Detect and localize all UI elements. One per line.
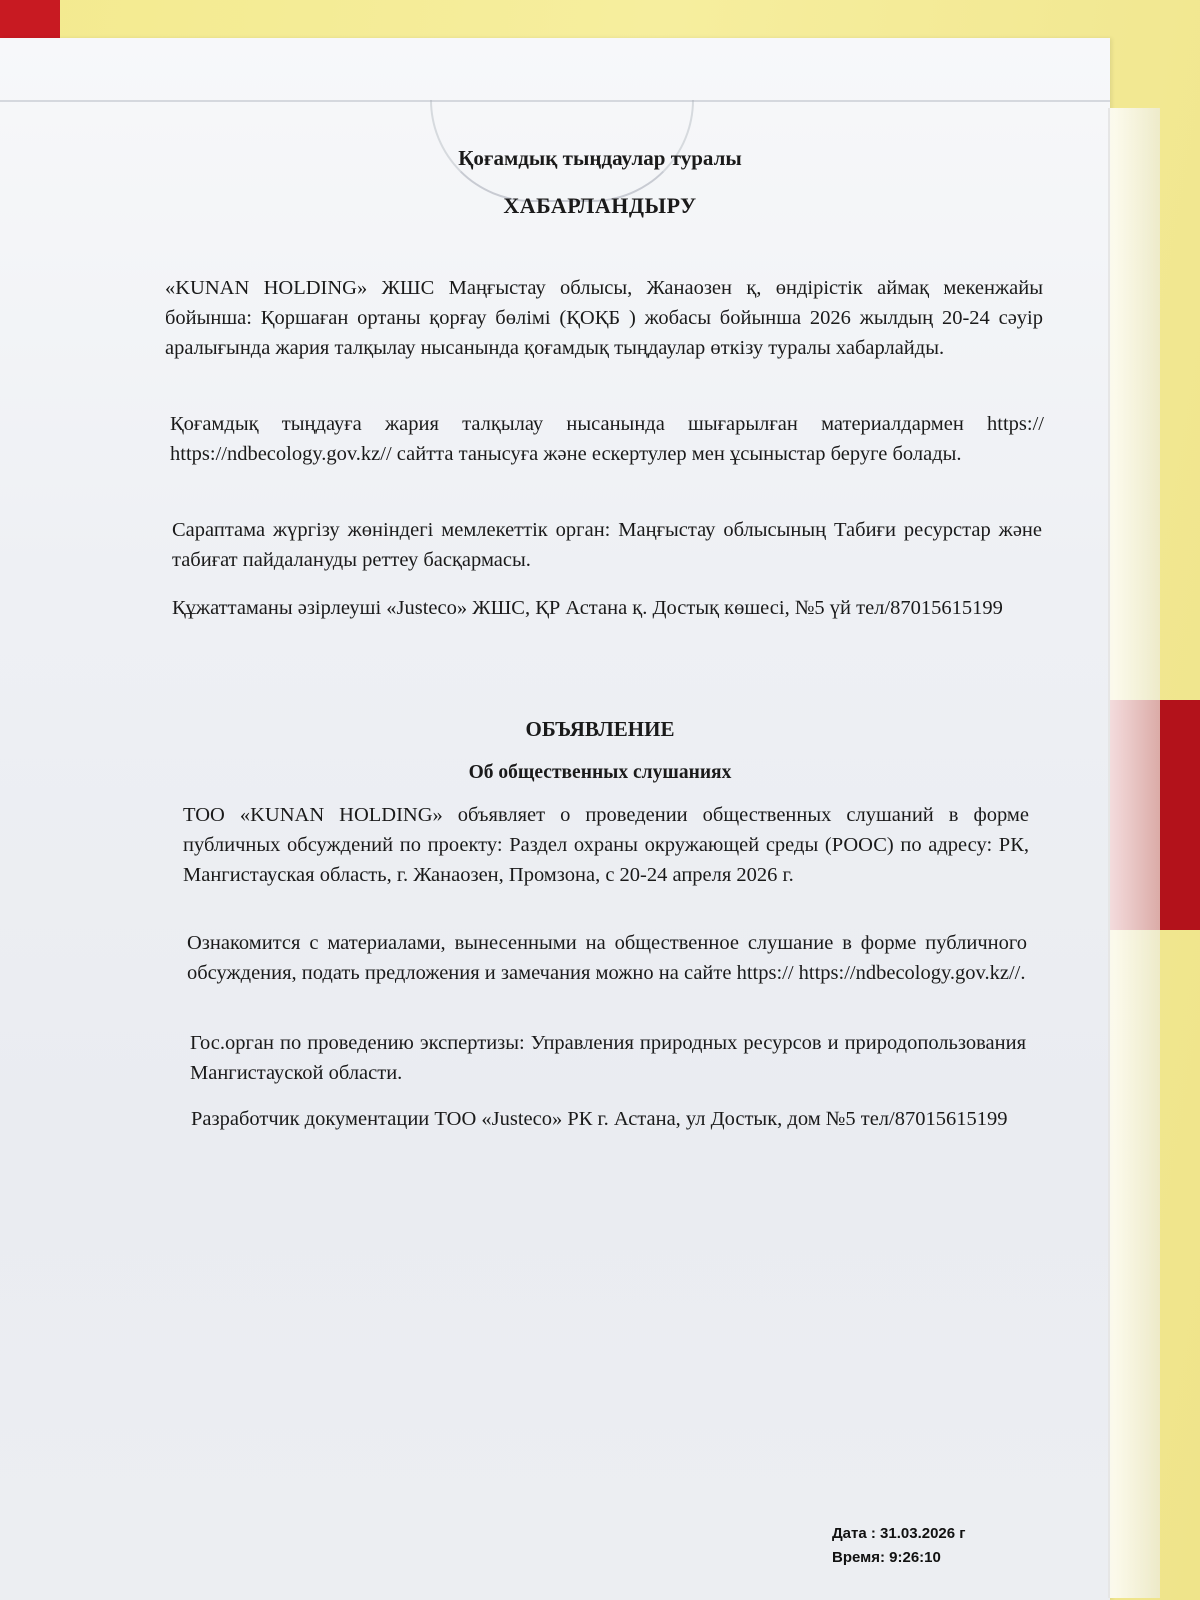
timestamp-date: Дата : 31.03.2026 г	[832, 1525, 966, 1542]
russian-subtitle: Об общественных слушаниях	[468, 762, 732, 783]
kazakh-paragraph-4: Құжаттаманы әзірлеуші «Justeco» ЖШС, ҚР Астана қ. Достық көшесі, №5 үй тел/87015615199	[172, 597, 1003, 619]
russian-paragraph-4: Разработчик документации ТОО «Justeco» РК г. Астана, ул Достык, дом №5 тел/87015615199	[191, 1108, 1008, 1130]
kazakh-paragraph-2: Қоғамдық тыңдауға жария талқылау нысанында шығарылған материалдармен https:// https://ndbecology.gov.kz// сайтта танысуға және ескертулер мен ұсыныстар беруге болады.	[170, 413, 1044, 465]
kazakh-paragraph-3: Сараптама жүргізу жөніндегі мемлекеттік орган: Маңғыстау облысының Табиғи ресурстар және табиғат пайдалануды реттеу басқармасы.	[172, 519, 1042, 571]
russian-paragraph-1: ТОО «KUNAN HOLDING» объявляет о проведении общественных слушаний в форме публичных обсуждений по проекту: Раздел охраны окружающей среды (РООС) по адресу: РК, Мангистауская область, г. Жанаозен, Промзона, с 20-24 апреля 2026 г.	[183, 804, 1029, 886]
kazakh-title: ХАБАРЛАНДЫРУ	[503, 193, 697, 218]
kazakh-subtitle: Қоғамдық тыңдаулар туралы	[458, 146, 742, 170]
photo-timestamp	[832, 1522, 1032, 1570]
timestamp-time: Время: 9:26:10	[832, 1549, 941, 1566]
russian-title: ОБЪЯВЛЕНИЕ	[525, 717, 675, 741]
russian-paragraph-2: Ознакомится с материалами, вынесенными на общественное слушание в форме публичного обсуждения, подать предложения и замечания можно на сайте https:// https://ndbecology.gov.kz//.	[187, 932, 1027, 984]
russian-paragraph-3: Гос.орган по проведению экспертизы: Управления природных ресурсов и природопользования Мангистауской области.	[190, 1032, 1026, 1084]
kazakh-paragraph-1: «KUNAN HOLDING» ЖШС Маңғыстау облысы, Жанаозен қ, өндірістік аймақ мекенжайы бойынша: Қоршаған ортаны қорғау бөлімі (ҚОҚБ ) жобасы бойынша 2026 жылдың 20-24 сәуір аралығында жария талқылау нысанында қоғамдық тыңдаулар өткізу туралы хабарлайды.	[165, 277, 1043, 359]
